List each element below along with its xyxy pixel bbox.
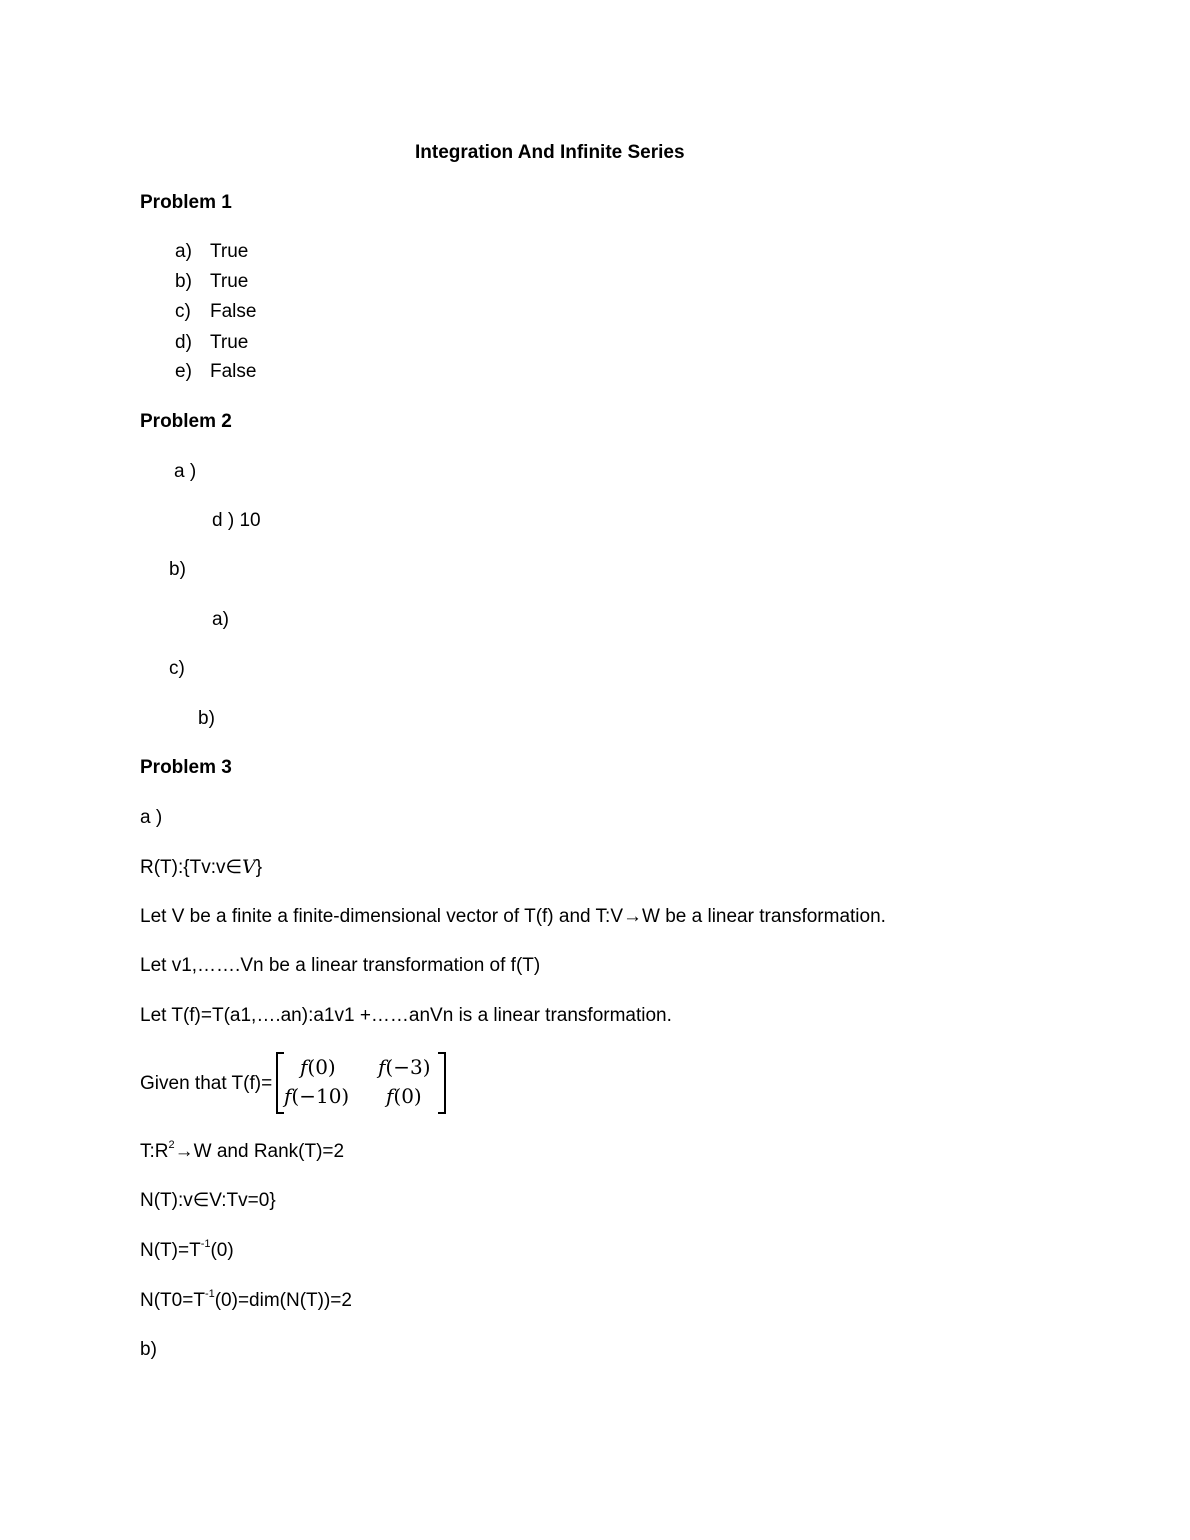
- part-b-label: b): [140, 1339, 157, 1360]
- part-a-label: a ): [140, 807, 163, 828]
- range-definition: [140, 856, 262, 879]
- text-line: Let v1,…….Vn be a linear transformation of f(T): [140, 955, 541, 976]
- range-var: V: [242, 856, 256, 878]
- list-item: True: [210, 241, 249, 262]
- problem2-line: b): [169, 559, 186, 580]
- matrix-cell: f(−10): [284, 1084, 350, 1108]
- problem2-heading: Problem 2: [140, 411, 232, 432]
- matrix-cell: f(−3): [378, 1055, 431, 1079]
- text-line: Let V be a finite a finite-dimensional vector of T(f) and T:V→W be a linear transformation.: [140, 906, 886, 927]
- null-inverse-line: $N(T)=T^{-1}(0)$: [140, 1238, 234, 1261]
- list-marker: a): [175, 241, 192, 262]
- matrix-cell: f(0): [300, 1055, 336, 1079]
- problem2-line: b): [198, 708, 215, 729]
- list-item: False: [210, 301, 257, 322]
- list-marker: d): [175, 332, 192, 353]
- problem2-line: c): [169, 658, 185, 679]
- problem3-heading: Problem 3: [140, 757, 232, 778]
- text-line: Let T(f)=T(a1,….an):a1v1 +……anVn is a linear transformation.: [140, 1005, 672, 1026]
- document-title: Integration And Infinite Series: [415, 142, 685, 163]
- range-text: R(T):{Tv:v∈: [140, 857, 243, 878]
- problem2-line: a ): [174, 461, 197, 482]
- list-marker: b): [175, 271, 192, 292]
- list-item: True: [210, 332, 249, 353]
- null-space-definition: N(T):v∈V:Tv=0}: [140, 1190, 276, 1211]
- range-close: }: [255, 857, 263, 878]
- list-item: True: [210, 271, 249, 292]
- problem2-line: a): [212, 609, 229, 630]
- matrix: [276, 1052, 446, 1114]
- problem1-heading: Problem 1: [140, 192, 232, 213]
- problem2-line: d ) 10: [212, 510, 261, 531]
- list-marker: e): [175, 361, 192, 382]
- rank-line: $T:R^2\to W$ and Rank(T)=2: [140, 1139, 345, 1162]
- matrix-cell: f(0): [386, 1084, 422, 1108]
- list-item: False: [210, 361, 257, 382]
- null-dim-line: $N(T0=T^{-1}(0)=dim(N(T))=2$: [140, 1288, 352, 1311]
- given-label: Given that T(f)=: [140, 1073, 273, 1094]
- list-marker: c): [175, 301, 191, 322]
